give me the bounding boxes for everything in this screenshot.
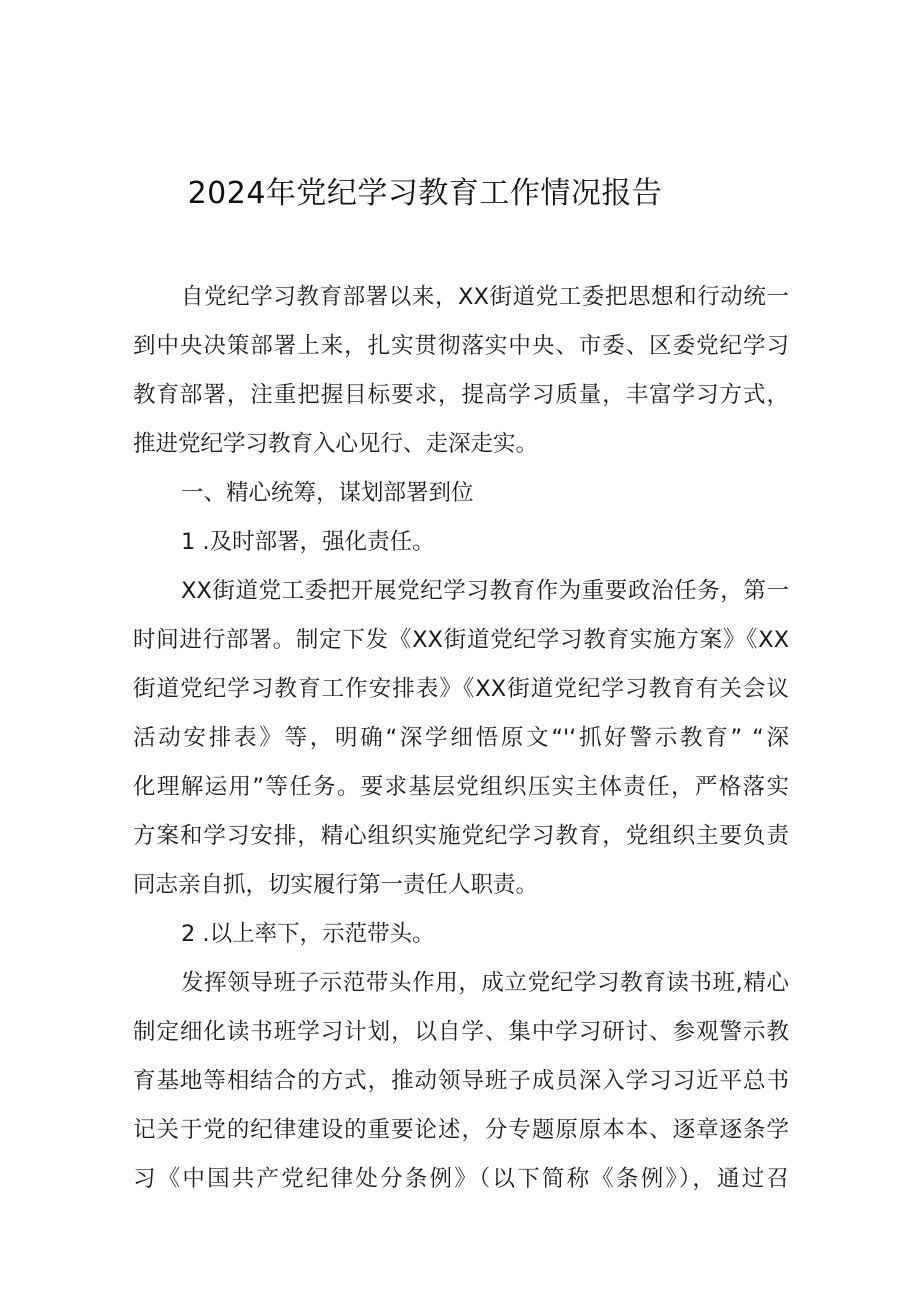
- paragraph-line: 到中央决策部署上来，扎实贯彻落实中央、市委、区委党纪学习: [133, 333, 789, 359]
- paragraph-line: 习《中国共产党纪律处分条例》（以下简称《条例》），通过召: [133, 1166, 789, 1192]
- paragraph-line: 推进党纪学习教育入心见行、走深走实。: [133, 431, 539, 457]
- subsection-heading: 1 .及时部署，强化责任。: [181, 529, 435, 555]
- paragraph-line: 时间进行部署。制定下发《XX街道党纪学习教育实施方案》《XX: [133, 627, 789, 653]
- paragraph-line: 制定细化读书班学习计划，以自学、集中学习研讨、参观警示教: [133, 1019, 789, 1045]
- paragraph-line: 化理解运用”等任务。要求基层党组织压实主体责任，严格落实: [133, 774, 789, 800]
- section-heading: 一、精心统筹，谋划部署到位: [181, 480, 474, 506]
- document-title: 2024年党纪学习教育工作情况报告: [187, 176, 663, 211]
- paragraph-line: 教育部署，注重把握目标要求，提高学习质量，丰富学习方式，: [133, 382, 789, 408]
- subsection-heading: 2 .以上率下，示范带头。: [181, 921, 435, 947]
- paragraph-line: 发挥领导班子示范带头作用，成立党纪学习教育读书班,精心: [181, 970, 789, 996]
- paragraph-line: 活动安排表》等，明确“深学细悟原文“'‘抓好警示教育” “深: [133, 725, 789, 751]
- paragraph-line: 自党纪学习教育部署以来，XX街道党工委把思想和行动统一: [181, 284, 789, 310]
- paragraph-line: 方案和学习安排，精心组织实施党纪学习教育，党组织主要负责: [133, 823, 789, 849]
- document-body: [133, 273, 789, 1204]
- paragraph-line: 记关于党的纪律建设的重要论述，分专题原原本本、逐章逐条学: [133, 1117, 789, 1143]
- paragraph-line: 同志亲自抓，切实履行第一责任人职责。: [133, 872, 539, 898]
- paragraph-line: 育基地等相结合的方式，推动领导班子成员深入学习习近平总书: [133, 1068, 789, 1094]
- paragraph-line: 街道党纪学习教育工作安排表》《XX街道党纪学习教育有关会议: [133, 676, 789, 702]
- paragraph-line: XX街道党工委把开展党纪学习教育作为重要政治任务，第一: [181, 578, 789, 604]
